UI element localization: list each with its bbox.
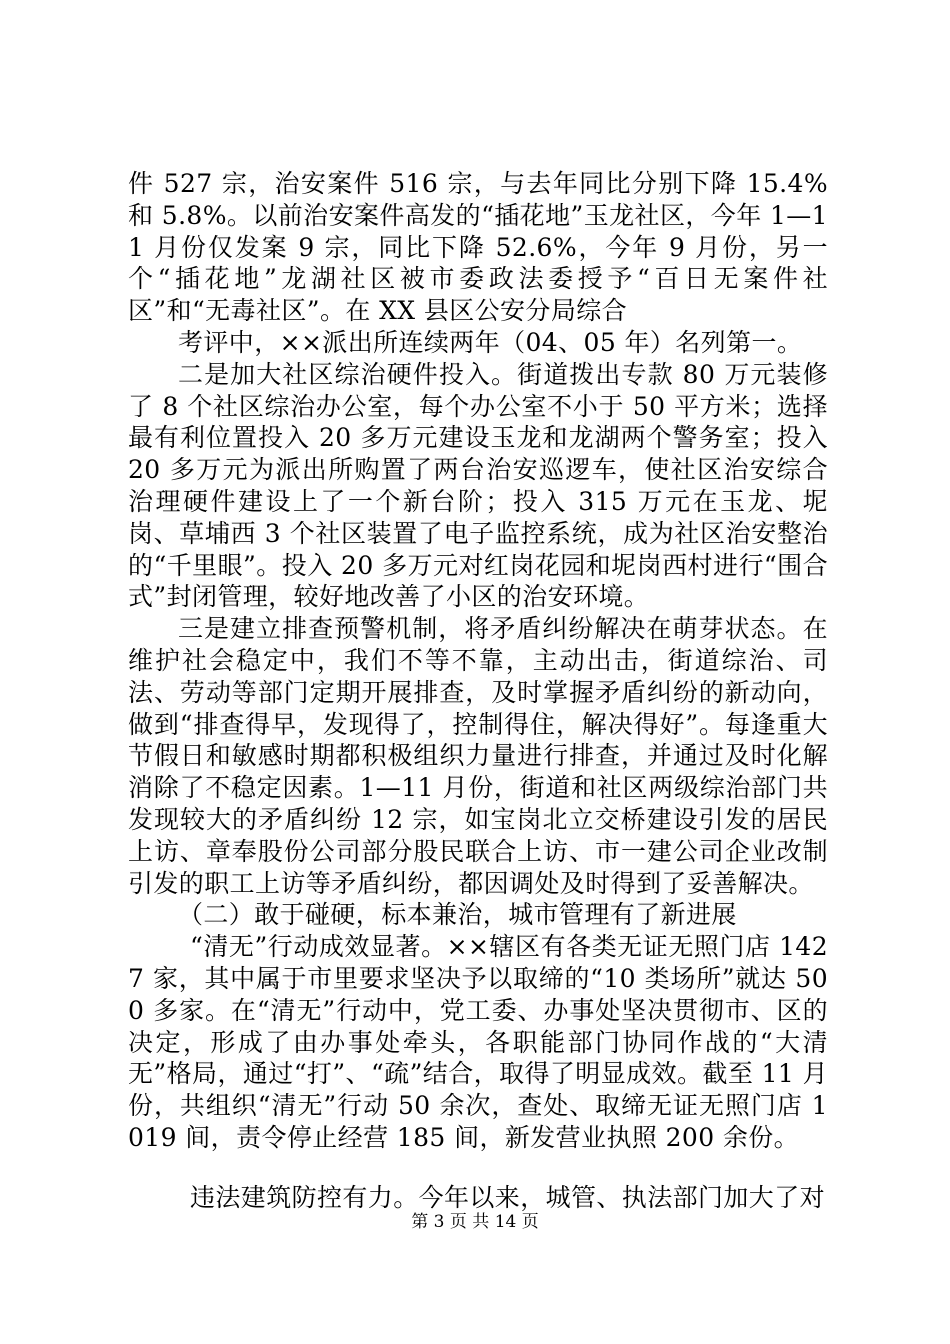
paragraph-evaluation-ranking: 考评中，××派出所连续两年（04、05 年）名列第一。 [178,327,803,357]
page-number-footer: 第 3 页 共 14 页 [411,1212,539,1232]
document-body [128,168,828,1214]
paragraph-crime-statistics: 件 527 宗，治安案件 516 宗，与去年同比分别下降 15.4%和 5.8%。以前治安案件高发的“插花地”玉龙社区，今年 1—11 月份仅发案 9 宗，同比下降 52.6%，今年 9 月份，另一个“插花地”龙湖社区被市委政法委授予“百日无案件社区”和“无毒社区”。在 XX 县区公安分局综合 [128,169,828,326]
paragraph-dispute-screening: 三是建立排查预警机制，将矛盾纠纷解决在萌芽状态。在维护社会稳定中，我们不等不靠，主动出击，街道综治、司法、劳动等部门定期开展排查，及时掌握矛盾纠纷的新动向，做到“排查得早，发现得了，控制得住，解决得好”。每逢重大节假日和敏感时期都积极组织力量进行排查，并通过及时化解消除了不稳定因素。1—11 月份，街道和社区两级综治部门共发现较大的矛盾纠纷 12 宗，如宝岗北立交桥建设引发的居民上访、章奉股份公司部分股民联合上访、市一建公司企业改制引发的职工上访等矛盾纠纷，都因调处及时得到了妥善解决。 [128,614,828,898]
paragraph-hardware-investment: 二是加大社区综治硬件投入。街道拨出专款 80 万元装修了 8 个社区综治办公室，每个办公室不小于 50 平方米；选择最有利位置投入 20 多万元建设玉龙和龙湖两个警务室；投入 20 多万元为派出所购置了两台治安巡逻车，使社区治安综合治理硬件建设上了一个新台阶；投入 315 万元在玉龙、坭岗、草埔西 3 个社区装置了电子监控系统，成为社区治安整治的“千里眼”。投入 20 多万元对红岗花园和坭岗西村进行“围合式”封闭管理，较好地改善了小区的治安环境。 [128,359,828,612]
section-heading-city-management: （二）敢于碰硬，标本兼治，城市管理有了新进展 [178,900,737,930]
paragraph-clean-up-campaign: “清无”行动成效显著。××辖区有各类无证无照门店 1427 家，其中属于市里要求坚决予以取缔的“10 类场所”就达 500 多家。在“清无”行动中，党工委、办事处坚决贯彻市、区的决定，形成了由办事处牵头，各职能部门协同作战的“大清无”格局，通过“打”、“疏”结合，取得了明显成效。截至 11 月份，共组织“清无”行动 50 余次，查处、取缔无证无照门店 1019 间，责令停止经营 185 间，新发营业执照 200 余份。 [128,932,828,1152]
paragraph-illegal-buildings: 违法建筑防控有力。今年以来，城管、执法部门加大了对 [190,1182,826,1212]
